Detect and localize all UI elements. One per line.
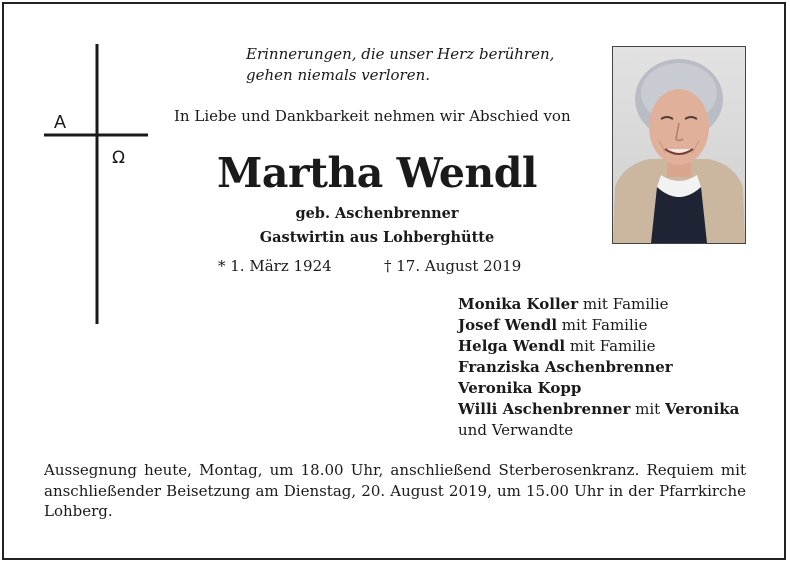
portrait-image (613, 47, 745, 243)
mourner-name: Willi Aschenbrenner (458, 400, 631, 418)
death-date: † 17. August 2019 (384, 257, 522, 275)
mourner-suffix: und Verwandte (458, 421, 574, 439)
mourner-suffix: mit Familie (565, 337, 656, 355)
mourner-suffix: mit Familie (557, 316, 648, 334)
list-item (458, 399, 739, 420)
occupation: Gastwirtin aus Lohberghütte (259, 229, 495, 246)
mourner-name: Veronika Kopp (458, 379, 582, 397)
deceased-name: Martha Wendl (217, 149, 537, 197)
alpha-symbol: A (54, 112, 67, 132)
list-item (458, 294, 739, 315)
mourner-name: Franziska Aschenbrenner (458, 358, 673, 376)
list-item (458, 378, 739, 399)
maiden-name: geb. Aschenbrenner (295, 205, 459, 222)
memorial-quote (246, 44, 554, 86)
mourner-name: Josef Wendl (458, 316, 558, 334)
mourner-name: Monika Koller (458, 295, 579, 313)
list-item (458, 420, 739, 441)
service-details: Aussegnung heute, Montag, um 18.00 Uhr, anschließend Sterberosenkranz. Requiem mit anschließender Beisetzung am Dienstag, 20. August 2019, um 15.00 Uhr in der Pfarrkirche Lohberg. (44, 461, 746, 520)
mourner-suffix: mit (630, 400, 665, 418)
mourner-name: Helga Wendl (458, 337, 566, 355)
mourner-extra: Veronika (664, 400, 740, 418)
quote-line-1: Erinnerungen, die unser Herz berühren, (246, 45, 555, 63)
list-item (458, 336, 739, 357)
list-item (458, 315, 739, 336)
list-item (458, 357, 739, 378)
mourner-suffix: mit Familie (578, 295, 669, 313)
cross-icon (36, 40, 156, 330)
portrait-photo (612, 46, 746, 244)
omega-symbol: Ω (112, 148, 125, 168)
mourners-list (458, 294, 739, 441)
quote-line-2: gehen niemals verloren. (246, 66, 431, 84)
intro-text: In Liebe und Dankbarkeit nehmen wir Abschied von (174, 107, 571, 125)
birth-date: * 1. März 1924 (218, 257, 332, 275)
